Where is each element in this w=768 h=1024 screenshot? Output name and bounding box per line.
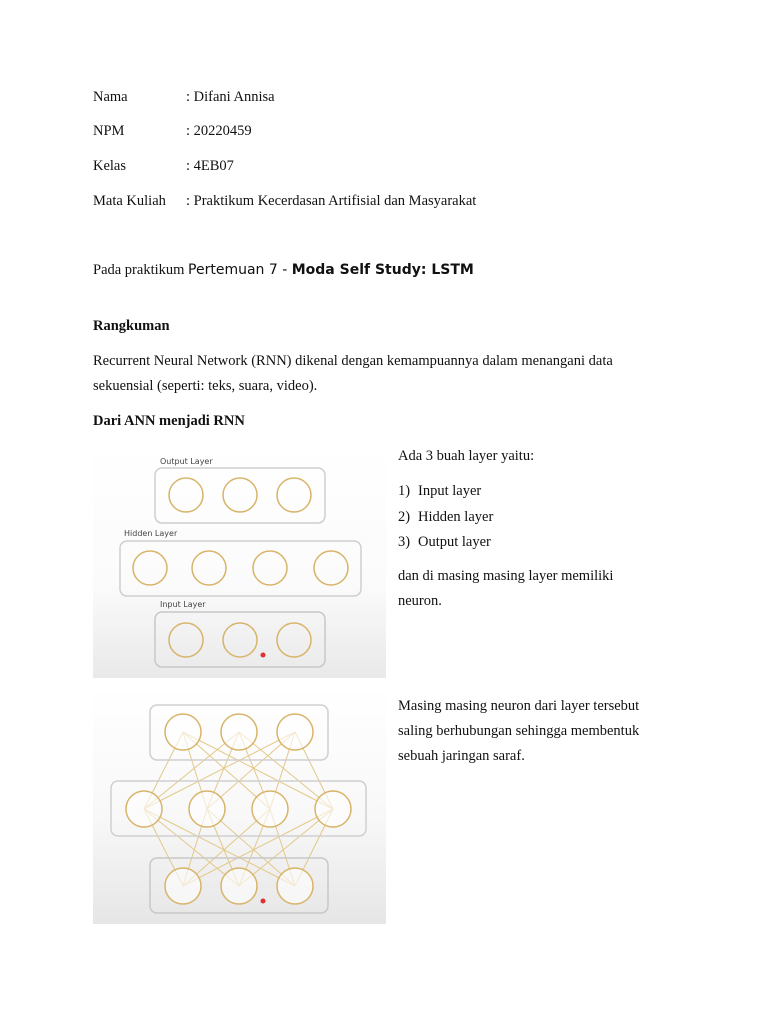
network-description: Masing masing neuron dari layer tersebut saling berhubungan sehingga membentuk sebuah jaringan saraf. xyxy=(398,698,640,764)
hidden-neuron xyxy=(126,791,162,827)
hidden-neuron xyxy=(189,791,225,827)
layers-intro: Ada 3 buah layer yaitu: xyxy=(398,448,535,464)
class-label: Kelas xyxy=(93,158,127,174)
list-text: Input layer xyxy=(418,483,482,499)
list-item xyxy=(398,479,688,505)
layers-outro: dan di masing masing layer memiliki neuron. xyxy=(398,568,614,609)
summary-text: Recurrent Neural Network (RNN) dikenal dengan kemampuannya dalam menangani data sekuensial (seperti: teks, suara, video). xyxy=(93,353,613,394)
title-prefix: Pada praktikum xyxy=(93,262,189,278)
list-text: Output layer xyxy=(418,534,491,550)
name-label: Nama xyxy=(93,89,128,105)
list-number: 1) xyxy=(398,483,411,499)
list-item xyxy=(398,505,688,531)
class-value: : 4EB07 xyxy=(186,158,234,174)
output-neuron xyxy=(165,714,201,750)
network-figure xyxy=(93,685,386,924)
output-neuron xyxy=(277,714,313,750)
summary-heading: Rangkuman xyxy=(93,318,170,334)
section-heading: Dari ANN menjadi RNN xyxy=(93,413,245,429)
layers-figure xyxy=(93,442,386,678)
input-neuron xyxy=(221,868,257,904)
course-value: : Praktikum Kecerdasan Artifisial dan Masyarakat xyxy=(186,193,477,209)
network-diagram xyxy=(93,685,386,924)
list-number: 3) xyxy=(398,534,411,550)
pointer-dot xyxy=(261,899,266,904)
list-item xyxy=(398,530,688,556)
input-layer-label: Input Layer xyxy=(160,600,206,609)
name-value: : Difani Annisa xyxy=(186,89,275,105)
output-neuron xyxy=(221,714,257,750)
title-topic: Moda Self Study: LSTM xyxy=(291,262,474,278)
hidden-neuron xyxy=(252,791,288,827)
output-layer-label: Output Layer xyxy=(160,457,213,466)
pointer-dot xyxy=(261,653,266,658)
hidden-neuron xyxy=(315,791,351,827)
course-label: Mata Kuliah xyxy=(93,193,166,209)
npm-label: NPM xyxy=(93,123,125,139)
layers-list xyxy=(398,479,688,556)
layers-diagram xyxy=(93,442,386,678)
npm-value: : 20220459 xyxy=(186,123,252,139)
list-number: 2) xyxy=(398,508,411,525)
title-meeting: Pertemuan 7 - xyxy=(188,262,292,278)
layers-list-wrap xyxy=(398,479,688,556)
list-text: Hidden layer xyxy=(418,508,494,525)
input-neuron xyxy=(277,868,313,904)
page-title xyxy=(93,262,474,279)
hidden-layer-label: Hidden Layer xyxy=(124,529,178,538)
input-neuron xyxy=(165,868,201,904)
